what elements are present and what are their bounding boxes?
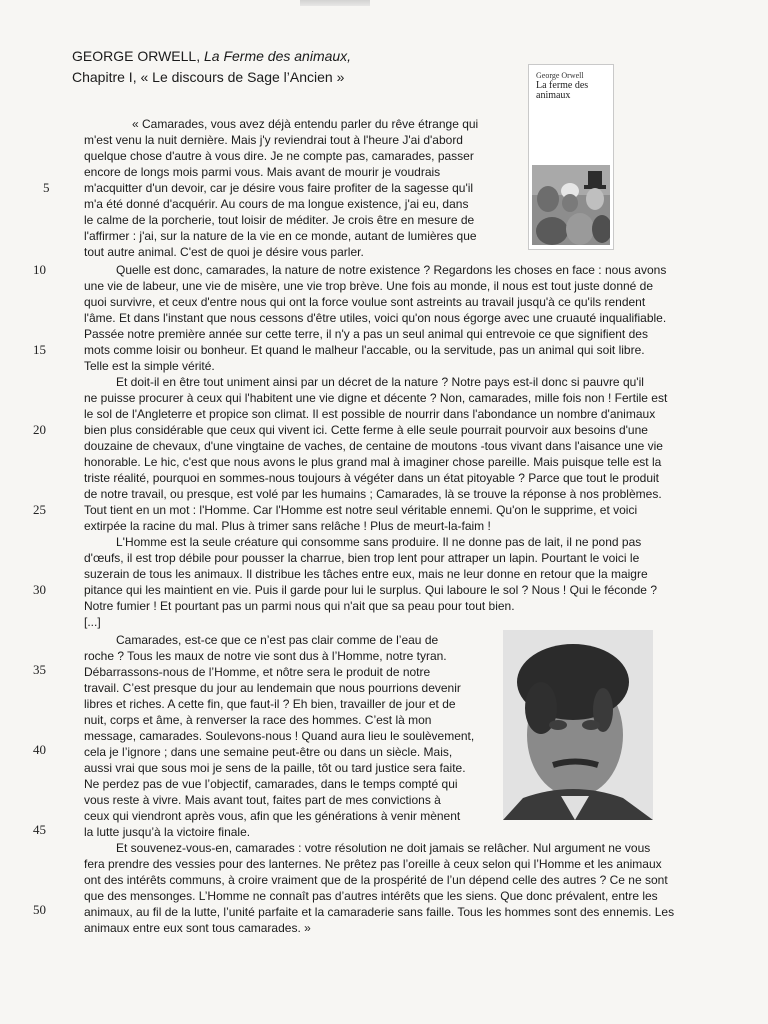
text-line: cela je l’ignore ; dans une semaine peut-être ou dans un siècle. Mais, xyxy=(84,745,453,759)
line-number: 40 xyxy=(33,742,46,757)
text-line: Et doit-il en être tout uniment ainsi par un décret de la nature ? Notre pays est-il donc si pauvre qu'il xyxy=(116,375,644,389)
text-line: « Camarades, vous avez déjà entendu parler du rêve étrange qui xyxy=(132,117,479,131)
scan-top-mark xyxy=(300,0,370,6)
text-line: encore de longs mois parmi vous. Mais avant de mourir je voudrais xyxy=(84,165,441,179)
text-line: l'âme. Et dans l'instant que nous cessons d'être utiles, voici qu'on nous égorge avec une cruauté inqualifiable. xyxy=(84,311,667,325)
line-number: 20 xyxy=(33,422,46,437)
text-line: l'affirmer : j'ai, sur la nature de la vie en ce monde, autant de lumières que xyxy=(84,229,477,243)
line-number: 35 xyxy=(33,662,46,677)
book-title: La Ferme des animaux, xyxy=(204,48,352,64)
text-line: suzerain de tous les animaux. Il distribue les tâches entre eux, mais ne leur donne en retour que la maigre xyxy=(84,567,648,581)
text-line: vous reste à vivre. Mais avant tout, faites part de mes convictions à xyxy=(84,793,441,807)
text-line: Notre fumier ! Et pourtant pas un parmi nous qui n'ait que sa peau pour tout bien. xyxy=(84,599,515,613)
text-line: quelque chose d'autre à vous dire. Je ne compte pas, camarades, passer xyxy=(84,149,474,163)
chapter-heading: Chapitre I, « Le discours de Sage l’Ancien » xyxy=(72,69,345,85)
text-line: m'est venu la nuit dernière. Mais j'y reviendrai tout à l'heure J'ai d'abord xyxy=(84,133,463,147)
text-line: m'acquitter d'un devoir, car je désire vous faire profiter de la sagesse qu'il xyxy=(84,181,474,195)
text-line: une vie de labeur, une vie de misère, une vie trop brève. Une fois au monde, il nous est tout juste donné de xyxy=(84,279,654,293)
author-name: GEORGE ORWELL, xyxy=(72,48,201,64)
text-line: [...] xyxy=(84,615,101,629)
text-line: L'Homme est la seule créature qui consomme sans produire. Il ne donne pas de lait, il ne pond pas xyxy=(116,535,642,549)
text-line: Ne perdez pas de vue l’objectif, camarades, dans le temps compté qui xyxy=(84,777,458,791)
text-line: animaux entre eux sont tous camarades. » xyxy=(84,921,311,935)
cover-illustration xyxy=(532,165,610,245)
text-line: extirpée la racine du mal. Plus à trimer sans relâche ! Plus de meurt-la-faim ! xyxy=(84,519,491,533)
text-line: fera prendre des vessies pour des lanternes. Ne prêtez pas l’oreille à ceux selon qui l’Homme et les animaux xyxy=(84,857,662,871)
text-line: roche ? Tous les maux de notre vie sont dus à l’Homme, notre tyran. xyxy=(84,649,447,663)
text-line: ne puisse procurer à ceux qui l'habitent une vie digne et décente ? Non, camarades, mille fois non ! Fertile est xyxy=(84,391,668,405)
document-header xyxy=(72,46,351,88)
line-number: 15 xyxy=(33,342,46,357)
author-title-line xyxy=(72,46,351,67)
text-line: mots comme loisir ou bonheur. Et quand le malheur l'accable, ou la servitude, pas un animal qui soit libre. xyxy=(84,343,645,357)
line-number: 25 xyxy=(33,502,46,517)
text-line: tout autre animal. C'est de quoi je désire vous parler. xyxy=(84,245,364,259)
line-number: 50 xyxy=(33,902,46,917)
text-line: Quelle est donc, camarades, la nature de notre existence ? Regardons les choses en face : nous avons xyxy=(116,263,667,277)
text-line: Tout tient en un mot : l'Homme. Car l'Homme est notre seul véritable ennemi. Qu'on le supprime, et voici xyxy=(84,503,638,517)
text-line: Débarrassons-nous de l’Homme, et nôtre sera le produit de notre xyxy=(84,665,431,679)
text-line: Passée notre première année sur cette terre, il n'y a pas un seul animal qui entrevoie ce que signifient des xyxy=(84,327,648,341)
text-line: la lutte jusqu’à la victoire finale. xyxy=(84,825,251,839)
text-line: m'a été donné d'acquérir. Au cours de ma longue existence, j'ai eu, dans xyxy=(84,197,469,211)
text-line: que des mensonges. L’Homme ne connaît pas d’autres intérêts que les siens. Que donc prévalent, entre les xyxy=(84,889,658,903)
cover-title: La ferme des animaux xyxy=(536,80,589,101)
line-number: 10 xyxy=(33,262,46,277)
book-cover-image xyxy=(528,64,614,250)
text-line: pitance qui les maintient en vie. Puis il garde pour lui le surplus. Qui laboure le sol ? Nous ! Qui le féconde ? xyxy=(84,583,657,597)
text-line: d'œufs, il est trop débile pour pousser la charrue, bien trop lent pour attraper un lapin. Pourtant le voici le xyxy=(84,551,640,565)
text-line: Et souvenez-vous-en, camarades : votre résolution ne doit jamais se relâcher. Nul argument ne vous xyxy=(116,841,651,855)
text-line: honorable. Le hic, c'est que nous avons le plus grand mal à imaginer chose pareille. Mais puisque telle est la xyxy=(84,455,662,469)
text-line: message, camarades. Soulevons-nous ! Quand aura lieu le soulèvement, xyxy=(84,729,475,743)
line-number: 5 xyxy=(43,180,50,195)
text-line: Telle est la simple vérité. xyxy=(84,359,215,373)
text-line: ceux qui viendront après vous, afin que les générations à venir mènent xyxy=(84,809,461,823)
text-line: le calme de la porcherie, tout loisir de méditer. Je crois être en mesure de xyxy=(84,213,475,227)
text-line: Camarades, est-ce que ce n’est pas clair comme de l’eau de xyxy=(116,633,439,647)
text-line: triste réalité, pourquoi en sommes-nous toujours à végéter dans un état pitoyable ? Parce que tout le produit xyxy=(84,471,660,485)
text-line: ont des intérêts communs, à croire vraiment que de la prospérité de l’un dépend celle des autres ? Ce ne sont xyxy=(84,873,668,887)
text-line: bien plus considérable que ceux qui vivent ici. Cette ferme à elle seule pourrait pourvoir aux besoins d'une xyxy=(84,423,648,437)
text-line: le sol de l'Angleterre et propice son climat. Il est possible de nourrir dans l'abondance un nombre d'animaux xyxy=(84,407,656,421)
text-line: travail. C’est presque du jour au lendemain que nous pourrions devenir xyxy=(84,681,461,695)
text-line: de notre travail, ou presque, est volé par les humains ; Camarades, là se trouve la réponse à nos problèmes. xyxy=(84,487,662,501)
line-number: 30 xyxy=(33,582,46,597)
text-line: libres et riches. A cette fin, que faut-il ? Eh bien, travailler de jour et de xyxy=(84,697,456,711)
text-line: aussi vrai que sous moi je sens de la paille, tôt ou tard justice sera faite. xyxy=(84,761,466,775)
text-line: animaux, au fil de la lutte, l’unité parfaite et la camaraderie sans faille. Tous les hommes sont des ennemis. Les xyxy=(84,905,675,919)
author-portrait-photo xyxy=(503,630,653,820)
cover-author: George Orwell xyxy=(536,71,584,80)
text-line: nuit, corps et âme, à renverser la race des hommes. C’est là mon xyxy=(84,713,432,727)
text-line: quoi survivre, et ceux d'entre nous qui ont la force voulue sont astreints au travail jusqu'à ce qu'ils rendent xyxy=(84,295,646,309)
text-line: douzaine de chevaux, d'une vingtaine de vaches, de centaine de moutons -tous vivant dans l'aisance une vie xyxy=(84,439,663,453)
line-number: 45 xyxy=(33,822,46,837)
